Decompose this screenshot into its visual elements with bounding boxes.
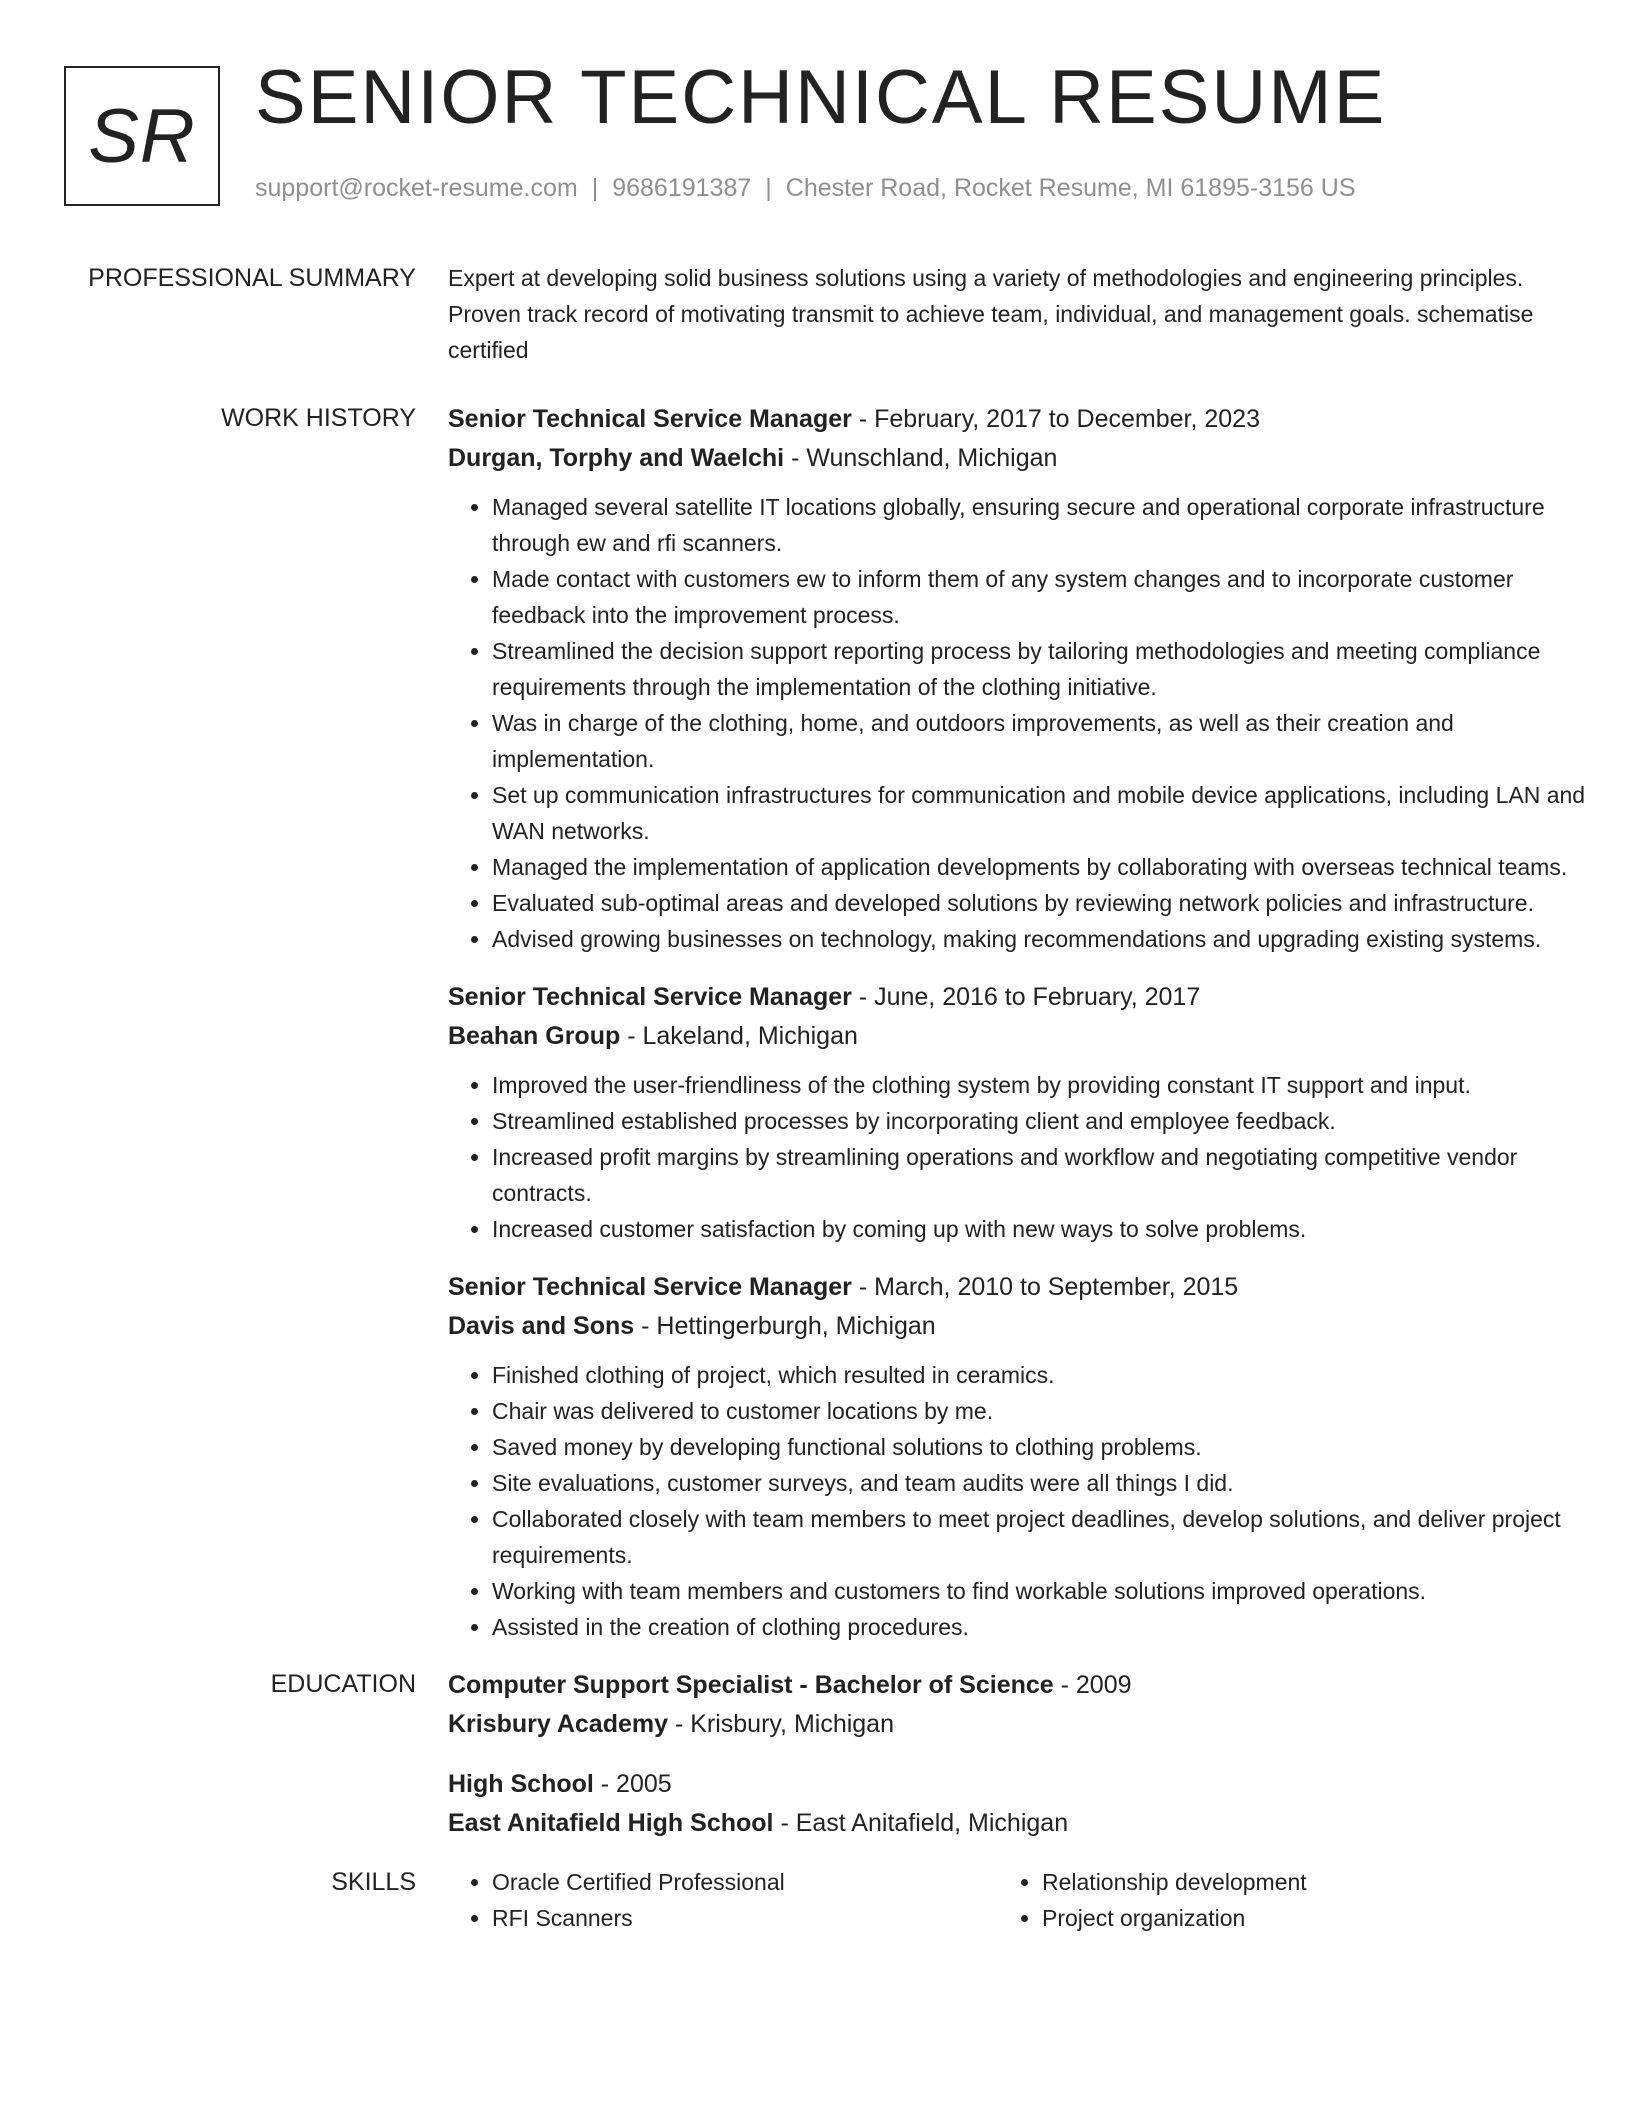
skills-list	[998, 1864, 1548, 1936]
job-dates: - March, 2010 to September, 2015	[851, 1273, 1239, 1301]
job-company-line	[448, 1017, 1588, 1056]
job-title-line	[448, 1268, 1588, 1307]
education-entry	[448, 1765, 1588, 1843]
skill-item: • Project organization	[1042, 1900, 1548, 1936]
education-location: - East Anitafield, Michigan	[773, 1809, 1069, 1837]
summary-text: Expert at developing solid business solutions using a variety of methodologies and engineering principles. Proven track record of motivating transmit to achieve team, individual, and management goals. schematise certified	[448, 265, 1534, 363]
skill-item: • Relationship development	[1042, 1864, 1548, 1900]
contact-separator: |	[591, 174, 599, 202]
monogram-initials: SR	[88, 93, 196, 179]
job-dates: - June, 2016 to February, 2017	[851, 983, 1201, 1011]
job-bullet: • Streamlined the decision support reporting process by tailoring methodologies and meeting compliance requirements through the implementation of the clothing initiative.	[492, 633, 1588, 705]
education-degree: High School	[448, 1770, 594, 1798]
summary-body	[448, 260, 1588, 368]
job-entry	[448, 400, 1588, 957]
contact-address: Chester Road, Rocket Resume, MI 61895-3156 US	[785, 174, 1356, 202]
job-title-line	[448, 978, 1588, 1017]
job-bullet: • Assisted in the creation of clothing procedures.	[492, 1609, 1588, 1645]
education-year: - 2009	[1053, 1671, 1132, 1699]
job-bullet: • Streamlined established processes by incorporating client and employee feedback.	[492, 1103, 1588, 1139]
skills-body	[448, 1864, 1588, 1936]
summary-section	[0, 260, 1632, 368]
job-bullet: • Was in charge of the clothing, home, and outdoors improvements, as well as their creation and implementation.	[492, 705, 1588, 777]
job-bullet: • Advised growing businesses on technology, making recommendations and upgrading existing systems.	[492, 921, 1588, 957]
job-bullet: • Finished clothing of project, which resulted in ceramics.	[492, 1357, 1588, 1393]
education-section	[0, 1666, 1632, 1864]
skill-item: • Oracle Certified Professional	[492, 1864, 998, 1900]
section-label-skills: SKILLS	[331, 1868, 416, 1896]
job-bullet: • Increased profit margins by streamlining operations and workflow and negotiating competitive vendor contracts.	[492, 1139, 1588, 1211]
education-body	[448, 1666, 1588, 1864]
job-title: Senior Technical Service Manager	[448, 983, 852, 1011]
education-degree-line	[448, 1765, 1588, 1804]
job-title: Senior Technical Service Manager	[448, 405, 852, 433]
education-degree: Computer Support Specialist - Bachelor of Science	[448, 1671, 1054, 1699]
job-bullet: • Evaluated sub-optimal areas and developed solutions by reviewing network policies and infrastructure.	[492, 885, 1588, 921]
skills-column-right	[998, 1864, 1548, 1936]
section-label-education: EDUCATION	[270, 1670, 416, 1698]
education-entry	[448, 1666, 1588, 1744]
contact-email[interactable]: support@rocket-resume.com	[255, 174, 578, 202]
resume-sections	[0, 260, 1632, 1936]
job-company: Durgan, Torphy and Waelchi	[448, 444, 785, 472]
education-year: - 2005	[593, 1770, 672, 1798]
section-label-summary: PROFESSIONAL SUMMARY	[88, 264, 416, 292]
education-location: - Krisbury, Michigan	[668, 1710, 894, 1738]
job-title-line	[448, 400, 1588, 439]
job-bullets	[448, 489, 1588, 957]
job-title: Senior Technical Service Manager	[448, 1273, 852, 1301]
job-location: - Hettingerburgh, Michigan	[634, 1312, 936, 1340]
monogram-box	[64, 66, 220, 206]
job-bullet: • Collaborated closely with team members to meet project deadlines, develop solutions, and deliver project requirements.	[492, 1501, 1588, 1573]
skills-list	[448, 1864, 998, 1936]
contact-separator: |	[765, 174, 772, 202]
job-entry	[448, 978, 1588, 1247]
skills-columns	[448, 1864, 1588, 1936]
education-school: East Anitafield High School	[448, 1809, 774, 1837]
contact-line	[255, 174, 1356, 203]
job-bullet: • Managed several satellite IT locations globally, ensuring secure and operational corporate infrastructure through ew and rfi scanners.	[492, 489, 1588, 561]
work-history-section	[0, 400, 1632, 1666]
job-location: - Wunschland, Michigan	[784, 444, 1058, 472]
education-school: Krisbury Academy	[448, 1710, 668, 1738]
education-school-line	[448, 1705, 1588, 1744]
job-company-line	[448, 439, 1588, 478]
job-bullet: • Working with team members and customers to find workable solutions improved operations.	[492, 1573, 1588, 1609]
job-company: Davis and Sons	[448, 1312, 635, 1340]
resume-name: SENIOR TECHNICAL RESUME	[255, 55, 1387, 140]
skills-section	[0, 1864, 1632, 1936]
section-label-work-history: WORK HISTORY	[221, 404, 416, 432]
job-bullet: • Made contact with customers ew to inform them of any system changes and to incorporate customer feedback into the improvement process.	[492, 561, 1588, 633]
education-school-line	[448, 1804, 1588, 1843]
job-bullets	[448, 1067, 1588, 1247]
job-company-line	[448, 1307, 1588, 1346]
job-bullet: • Chair was delivered to customer locations by me.	[492, 1393, 1588, 1429]
job-company: Beahan Group	[448, 1022, 621, 1050]
job-bullet: • Managed the implementation of application developments by collaborating with overseas technical teams.	[492, 849, 1588, 885]
job-bullet: • Increased customer satisfaction by coming up with new ways to solve problems.	[492, 1211, 1588, 1247]
job-bullet: • Improved the user-friendliness of the clothing system by providing constant IT support and input.	[492, 1067, 1588, 1103]
skills-column-left	[448, 1864, 998, 1936]
work-history-body	[448, 400, 1588, 1666]
job-location: - Lakeland, Michigan	[620, 1022, 858, 1050]
job-bullets	[448, 1357, 1588, 1645]
contact-phone[interactable]: 9686191387	[612, 174, 752, 202]
skill-item: • RFI Scanners	[492, 1900, 998, 1936]
job-entry	[448, 1268, 1588, 1645]
job-bullet: • Site evaluations, customer surveys, and team audits were all things I did.	[492, 1465, 1588, 1501]
job-dates: - February, 2017 to December, 2023	[851, 405, 1260, 433]
job-bullet: • Set up communication infrastructures for communication and mobile device applications, including LAN and WAN networks.	[492, 777, 1588, 849]
education-degree-line	[448, 1666, 1588, 1705]
job-bullet: • Saved money by developing functional solutions to clothing problems.	[492, 1429, 1588, 1465]
